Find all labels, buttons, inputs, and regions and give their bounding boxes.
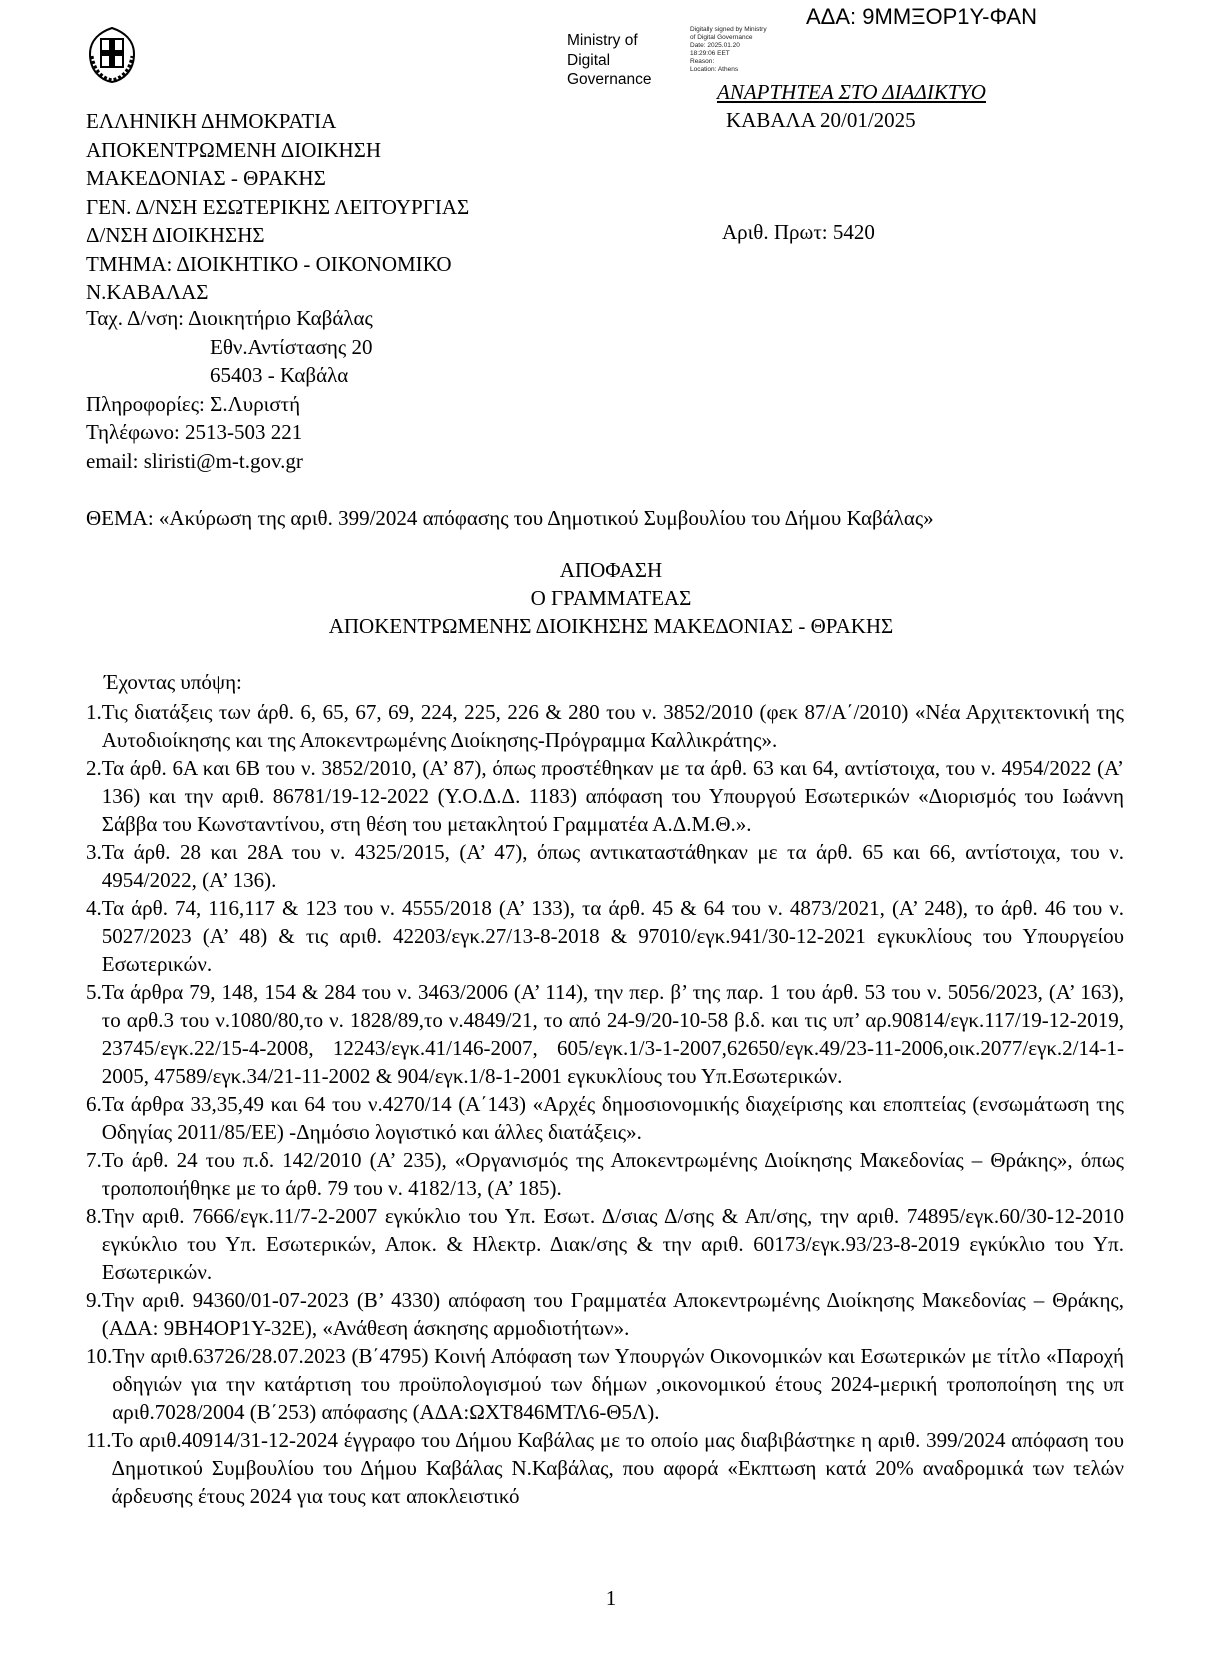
considering-label: Έχοντας υπόψη: (104, 670, 242, 694)
info-line: Πληροφορίες: Σ.Λυριστή (86, 391, 301, 416)
list-item (86, 894, 1124, 978)
item-number: 11. (86, 1428, 112, 1452)
header-line: Δ/ΝΣΗ ΔΙΟΙΚΗΣΗΣ (86, 223, 265, 247)
address-line: Εθν.Αντίστασης 20 (210, 334, 373, 359)
list-item (86, 698, 1124, 754)
header-line: ΤΜΗΜΑ: ΔΙΟΙΚΗΤΙΚΟ - ΟΙΚΟΝΟΜΙΚΟ (86, 251, 452, 276)
ministry-line: Ministry of (567, 32, 638, 49)
page-number: 1 (605, 1586, 617, 1610)
item-number: 9. (86, 1288, 102, 1312)
list-item (86, 1090, 1124, 1146)
item-text: Τα άρθρα 79, 148, 154 & 284 του ν. 3463/2006 (Α’ 114), την περ. β’ της παρ. 1 του άρθ. 53 του ν. 5056/2023, (Α’ 163), το αρθ.3 του ν.1080/80,το ν. 1828/89,το ν.4849/21, το από 24-9/20-10-58 β.δ. και τις υπ’ αρ.90814/εγκ.117/19-12-2019, 23745/εγκ.22/15-4-2008, 12243/εγκ.41/146-2007, 605/εγκ.1/3-1-2007,62650/εγκ.49/23-11-2006,οικ.2077/εγκ.2/14-1-2005, 47589/εγκ.34/21-11-2002 & 904/εγκ.1/8-1-2001 εγκυκλίους του Υπ.Εσωτερικών. (101, 980, 1124, 1088)
date-line: ΚΑΒΑΛΑ 20/01/2025 (726, 108, 916, 132)
list-item (86, 1342, 1124, 1426)
decision-heading-line: ΑΠΟΚΕΝΤΡΩΜΕΝΗΣ ΔΙΟΙΚΗΣΗΣ ΜΑΚΕΔΟΝΙΑΣ - ΘΡΑΚΗΣ (328, 614, 894, 638)
issuer-header (86, 107, 469, 307)
signature-line: Digitally signed by Ministry (690, 26, 767, 33)
item-number: 8. (86, 1204, 102, 1228)
item-text: Τα άρθρα 33,35,49 και 64 του ν.4270/14 (Α΄143) «Αρχές δημοσιονομικής διαχείρισης και εποπτείας (ενσωμάτωση της Οδηγίας 2011/85/ΕΕ) -Δημόσιο λογιστικό και άλλες διατάξεις». (101, 1092, 1124, 1144)
item-number: 3. (86, 840, 102, 864)
item-text: Το άρθ. 24 του π.δ. 142/2010 (Α’ 235), «Οργανισμός της Αποκεντρωμένης Διοίκησης Μακεδονίας – Θράκης», όπως τροποποιήθηκε με το άρθ. 79 του ν. 4182/13, (Α’ 185). (101, 1148, 1124, 1200)
header-line: Ν.ΚΑΒΑΛΑΣ (86, 280, 209, 304)
ministry-label (567, 31, 651, 90)
ada-code: ΑΔΑ: 9ΜΜΞΟΡ1Υ-ΦΑΝ (806, 4, 1037, 29)
protocol-number: Αριθ. Πρωτ: 5420 (722, 220, 875, 244)
digital-signature-block (690, 26, 767, 74)
email-line: email: sliristi@m-t.gov.gr (86, 448, 303, 473)
header-line: ΓΕΝ. Δ/ΝΣΗ ΕΣΩΤΕΡΙΚΗΣ ΛΕΙΤΟΥΡΓΙΑΣ (86, 194, 470, 219)
ministry-line: Digital (567, 51, 611, 69)
ministry-line: Governance (567, 71, 652, 88)
item-text: Την αριθ. 7666/εγκ.11/7-2-2007 εγκύκλιο του Υπ. Εσωτ. Δ/σιας Δ/σης & Απ/σης, την αριθ. 74895/εγκ.60/30-12-2010 εγκύκλιο του Υπ. Εσωτερικών, Αποκ. & Ηλεκτρ. Διακ/σης & την αριθ. 60173/εγκ.93/23-8-2019 εγκύκλιο του Υπ. Εσωτερικών. (101, 1204, 1124, 1284)
decision-heading (0, 556, 1222, 640)
item-number: 1. (86, 700, 102, 724)
considerations-list (86, 698, 1124, 1510)
greek-emblem-icon (86, 26, 138, 84)
signature-line: of Digital Governance (690, 34, 753, 41)
item-text: Την αριθ. 94360/01-07-2023 (Β’ 4330) απόφαση του Γραμματέα Αποκεντρωμένης Διοίκησης Μακεδονίας – Θράκης, (ΑΔΑ: 9ΒΗ4ΟΡ1Υ-32Ε), «Ανάθεση άσκησης αρμοδιοτήτων». (101, 1288, 1124, 1340)
address-line: Ταχ. Δ/νση: Διοικητήριο Καβάλας (86, 306, 373, 330)
publish-note: ΑΝΑΡΤΗΤΕΑ ΣΤΟ ΔΙΑΔΙΚΤΥΟ (717, 80, 986, 104)
item-number: 4. (86, 896, 102, 920)
item-text: Τις διατάξεις των άρθ. 6, 65, 67, 69, 224, 225, 226 & 280 του ν. 3852/2010 (φεκ 87/Α΄/2010) «Νέα Αρχιτεκτονική της Αυτοδιοίκησης και της Αποκεντρωμένης Διοίκησης-Πρόγραμμα Καλλικράτης». (101, 700, 1124, 752)
list-item (86, 1202, 1124, 1286)
decision-heading-line: Ο ΓΡΑΜΜΑΤΕΑΣ (530, 586, 692, 610)
subject-line: ΘΕΜΑ: «Ακύρωση της αριθ. 399/2024 απόφασης του Δημοτικού Συμβουλίου του Δήμου Καβάλας» (86, 506, 934, 530)
item-number: 2. (86, 756, 102, 780)
item-text: Τα άρθ. 28 και 28Α του ν. 4325/2015, (Α’ 47), όπως αντικαταστάθηκαν με τα άρθ. 65 και 66, αντίστοιχα, του ν. 4954/2022, (Α’ 136). (101, 840, 1124, 892)
signature-line: 18:29:06 EET (690, 50, 730, 57)
signature-line: Date: 2025.01.20 (690, 42, 740, 49)
list-item (86, 1286, 1124, 1342)
list-item (86, 978, 1124, 1090)
list-item (86, 838, 1124, 894)
header-line: ΕΛΛΗΝΙΚΗ ΔΗΜΟΚΡΑΤΙΑ (86, 109, 337, 133)
signature-line: Location: Athens (690, 66, 739, 73)
item-text: Το αριθ.40914/31-12-2024 έγγραφο του Δήμου Καβάλας με το οποίο μας διαβιβάστηκε η αριθ. 399/2024 απόφαση του Δημοτικού Συμβουλίου του Δήμου Καβάλας Ν.Καβάλας, που αφορά «Εκπτωση κατά 20% αναδρομικά των τελών άρδευσης έτους 2024 για τους κατ αποκλειστικό (111, 1428, 1124, 1508)
item-text: Τα άρθ. 6Α και 6Β του ν. 3852/2010, (Α’ 87), όπως προστέθηκαν με τα άρθ. 63 και 64, αντίστοιχα, του ν. 4954/2022 (Α’ 136) και την αριθ. 86781/19-12-2022 (Υ.Ο.Δ.Δ. 1183) απόφαση του Υπουργού Εσωτερικών «Διορισμός του Ιωάννη Σάββα του Κωνσταντίνου, στη θέση του μετακλητού Γραμματέα Α.Δ.Μ.Θ.». (101, 756, 1124, 836)
address-line: 65403 - Καβάλα (210, 363, 349, 387)
item-number: 6. (86, 1092, 102, 1116)
header-line: ΜΑΚΕΔΟΝΙΑΣ - ΘΡΑΚΗΣ (86, 166, 326, 190)
phone-line: Τηλέφωνο: 2513-503 221 (86, 420, 303, 444)
list-item (86, 754, 1124, 838)
decision-heading-line: ΑΠΟΦΑΣΗ (559, 558, 663, 582)
item-number: 10. (86, 1344, 113, 1368)
contact-block (86, 304, 373, 475)
list-item (86, 1426, 1124, 1510)
item-number: 7. (86, 1148, 102, 1172)
item-text: Τα άρθ. 74, 116,117 & 123 του ν. 4555/2018 (Α’ 133), τα άρθ. 45 & 64 του ν. 4873/2021, (Α’ 248), το άρθ. 46 του ν. 5027/2023 (Α’ 48) & τις αριθ. 42203/εγκ.27/13-8-2018 & 97010/εγκ.941/30-12-2021 εγκυκλίους του Υπουργείου Εσωτερικών. (101, 896, 1124, 976)
signature-line: Reason: (690, 58, 715, 65)
item-text: Την αριθ.63726/28.07.2023 (Β΄4795) Κοινή Απόφαση των Υπουργών Οικονομικών και Εσωτερικών με τίτλο «Παροχή οδηγιών για την κατάρτιση του προϋπολογισμού των δήμων ,οικονομικού έτους 2024-μερική τροποποίηση της υπ αριθ.7028/2004 (Β΄253) απόφασης (ΑΔΑ:ΩΧΤ846ΜΤΛ6-Θ5Λ). (112, 1344, 1124, 1424)
header-line: ΑΠΟΚΕΝΤΡΩΜΕΝΗ ΔΙΟΙΚΗΣΗ (86, 137, 382, 162)
item-number: 5. (86, 980, 102, 1004)
list-item (86, 1146, 1124, 1202)
